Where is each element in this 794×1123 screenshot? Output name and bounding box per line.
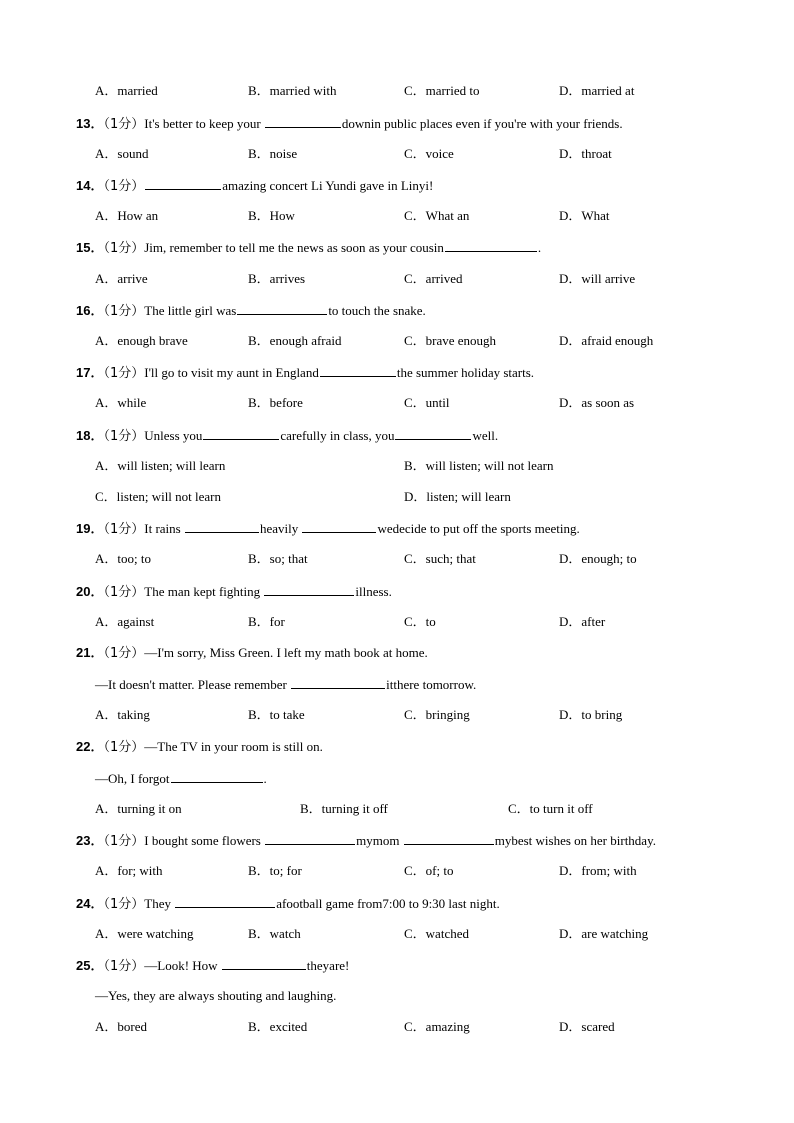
option-c: C．watched: [404, 926, 469, 941]
stem-text: I bought some flowers: [144, 833, 265, 848]
stem-text: —The TV in your room is still on.: [144, 739, 323, 754]
question-number: 17．: [76, 365, 104, 380]
option-b: B．married with: [248, 83, 337, 98]
score-label: （1分）: [103, 646, 145, 661]
question-number: 16．: [76, 303, 104, 318]
score-label: （1分）: [103, 585, 145, 600]
answer-blank: [291, 674, 385, 689]
option-c: C．such; that: [404, 551, 476, 566]
option-c: C．What an: [404, 208, 470, 223]
stem-text: The man kept fighting: [144, 584, 264, 599]
answer-blank: [320, 362, 396, 377]
option-a: A．enough brave: [95, 333, 188, 348]
option-c: C．brave enough: [404, 333, 497, 348]
question-stem: [76, 893, 500, 915]
option-a: A．taking: [95, 707, 150, 722]
answer-blank: [445, 237, 537, 252]
question-stem: [76, 643, 428, 664]
option-c: C．arrived: [404, 271, 463, 286]
stem-text: amazing concert Li Yundi gave in Linyi!: [222, 178, 434, 193]
dialogue-text: [95, 768, 267, 789]
question-stem: [76, 955, 349, 977]
option-a: A．were watching: [95, 926, 194, 941]
option-b: B．to; for: [248, 863, 302, 878]
option-c: C．married to: [404, 83, 480, 98]
question-number: 19．: [76, 521, 104, 536]
answer-blank: [175, 893, 275, 908]
option-d: D．are watching: [559, 926, 649, 941]
stem-text: Jim, remember to tell me the news as soon as your cousin: [144, 240, 444, 255]
option-a: A．married: [95, 83, 158, 98]
option-d: D．from; with: [559, 863, 637, 878]
option-b: B．How: [248, 208, 295, 223]
score-label: （1分）: [103, 429, 145, 444]
q25-options: [0, 1017, 794, 1037]
question-25: [0, 955, 794, 975]
stem-text: —Look! How: [144, 958, 221, 973]
question-number: 14．: [76, 178, 104, 193]
question-13: [0, 113, 794, 133]
question-14: [0, 175, 794, 195]
q18-options-row1: [0, 456, 794, 476]
option-b: B．watch: [248, 926, 301, 941]
option-b: B．for: [248, 614, 285, 629]
stem-text: I'll go to visit my aunt in England: [144, 365, 319, 380]
q20-options: [0, 612, 794, 632]
stem-text: the summer holiday starts.: [396, 365, 535, 380]
stem-text: It's better to keep your: [144, 116, 264, 131]
score-label: （1分）: [103, 740, 145, 755]
question-number: 21．: [76, 645, 104, 660]
q17-options: [0, 393, 794, 413]
stem-text: mybest wishes on her birthday.: [494, 833, 656, 848]
q22-options: [0, 799, 794, 819]
q18-options-row2: [0, 487, 794, 507]
stem-text: —It doesn't matter. Please remember: [95, 677, 291, 692]
option-c: C．amazing: [404, 1019, 470, 1034]
option-c: C．bringing: [404, 707, 470, 722]
option-a: A．for; with: [95, 863, 163, 878]
question-stem: [76, 175, 433, 197]
option-a: A．will listen; will learn: [95, 458, 226, 473]
answer-blank: [265, 830, 355, 845]
q22-dialogue-line: [0, 768, 794, 788]
dialogue-text: [95, 674, 476, 695]
stem-text: mymom: [356, 833, 403, 848]
q15-options: [0, 269, 794, 289]
stem-text: afootball game from7:00 to 9:30 last night.: [276, 896, 500, 911]
question-19: [0, 518, 794, 538]
question-17: [0, 362, 794, 382]
option-a: A．turning it on: [95, 801, 182, 816]
question-stem: [76, 737, 323, 758]
option-d: D．scared: [559, 1019, 615, 1034]
question-24: [0, 893, 794, 913]
option-c: C．listen; will not learn: [95, 489, 222, 504]
question-stem: [76, 113, 623, 135]
score-label: （1分）: [103, 366, 145, 381]
question-21: [0, 643, 794, 663]
answer-blank: [222, 955, 306, 970]
score-label: （1分）: [103, 897, 145, 912]
option-d: D．afraid enough: [559, 333, 654, 348]
option-b: B．excited: [248, 1019, 308, 1034]
score-label: （1分）: [103, 522, 145, 537]
score-label: （1分）: [103, 304, 145, 319]
option-a: A．How an: [95, 208, 159, 223]
question-stem: [76, 518, 580, 540]
question-stem: [76, 581, 392, 603]
question-number: 20．: [76, 584, 104, 599]
stem-text: itthere tomorrow.: [386, 677, 477, 692]
option-c: C．to: [404, 614, 436, 629]
answer-blank: [302, 518, 376, 533]
option-a: A．arrive: [95, 271, 148, 286]
question-16: [0, 300, 794, 320]
stem-text: to touch the snake.: [328, 303, 426, 318]
option-b: B．so; that: [248, 551, 308, 566]
score-label: （1分）: [103, 179, 145, 194]
score-label: （1分）: [103, 241, 145, 256]
stem-text: Unless you: [144, 428, 203, 443]
option-b: B．to take: [248, 707, 305, 722]
answer-blank: [145, 175, 221, 190]
option-a: A．bored: [95, 1019, 147, 1034]
question-number: 18．: [76, 428, 104, 443]
q13-options: [0, 144, 794, 164]
question-15: [0, 237, 794, 257]
option-a: A．against: [95, 614, 155, 629]
option-a: A．too; to: [95, 551, 151, 566]
q24-options: [0, 924, 794, 944]
question-stem: [76, 830, 656, 852]
stem-text: —I'm sorry, Miss Green. I left my math book at home.: [144, 645, 428, 660]
stem-text: downin public places even if you're with your friends.: [341, 116, 623, 131]
question-22: [0, 737, 794, 757]
option-d: D．listen; will learn: [404, 489, 511, 504]
stem-text: illness.: [355, 584, 392, 599]
option-b: B．arrives: [248, 271, 306, 286]
option-d: D．enough; to: [559, 551, 637, 566]
q16-options: [0, 331, 794, 351]
option-b: B．noise: [248, 146, 298, 161]
stem-text: It rains: [144, 521, 184, 536]
option-b: B．before: [248, 395, 303, 410]
question-stem: [76, 237, 541, 259]
answer-blank: [203, 425, 279, 440]
dialogue-text: —Yes, they are always shouting and laughing.: [95, 988, 337, 1003]
option-b: B．enough afraid: [248, 333, 342, 348]
question-18: [0, 425, 794, 445]
question-number: 15．: [76, 240, 104, 255]
q25-dialogue-line: [0, 986, 794, 1006]
stem-text: carefully in class, you: [280, 428, 395, 443]
question-20: [0, 581, 794, 601]
stem-text: .: [263, 771, 267, 786]
option-b: B．will listen; will not learn: [404, 458, 554, 473]
question-number: 13．: [76, 116, 104, 131]
question-stem: [76, 362, 534, 384]
question-stem: [76, 300, 426, 322]
answer-blank: [264, 581, 354, 596]
question-stem: [76, 425, 498, 447]
q21-options: [0, 705, 794, 725]
question-number: 22．: [76, 739, 104, 754]
option-d: D．What: [559, 208, 610, 223]
option-c: C．until: [404, 395, 450, 410]
option-d: D．after: [559, 614, 606, 629]
stem-text: well.: [472, 428, 499, 443]
q12-options: [0, 81, 794, 101]
option-d: D．as soon as: [559, 395, 635, 410]
answer-blank: [404, 830, 494, 845]
answer-blank: [171, 768, 263, 783]
answer-blank: [237, 300, 327, 315]
option-c: C．of; to: [404, 863, 454, 878]
option-a: A．sound: [95, 146, 149, 161]
option-d: D．will arrive: [559, 271, 636, 286]
score-label: （1分）: [103, 834, 145, 849]
option-b: B．turning it off: [300, 801, 388, 816]
stem-text: heavily: [259, 521, 302, 536]
answer-blank: [265, 113, 341, 128]
stem-text: They: [144, 896, 175, 911]
question-23: [0, 830, 794, 850]
q19-options: [0, 549, 794, 569]
option-d: D．married at: [559, 83, 635, 98]
stem-text: wedecide to put off the sports meeting.: [377, 521, 580, 536]
score-label: （1分）: [103, 117, 145, 132]
answer-blank: [395, 425, 471, 440]
question-number: 23．: [76, 833, 104, 848]
option-a: A．while: [95, 395, 147, 410]
score-label: （1分）: [103, 959, 145, 974]
stem-text: theyare!: [306, 958, 350, 973]
stem-text: —Oh, I forgot: [95, 771, 170, 786]
option-d: D．throat: [559, 146, 612, 161]
stem-text: The little girl was: [144, 303, 237, 318]
q14-options: [0, 206, 794, 226]
q23-options: [0, 861, 794, 881]
option-c: C．voice: [404, 146, 454, 161]
question-number: 24．: [76, 896, 104, 911]
question-number: 25．: [76, 958, 104, 973]
stem-text: .: [537, 240, 542, 255]
answer-blank: [185, 518, 259, 533]
option-c: C．to turn it off: [508, 801, 593, 816]
q21-dialogue-line: [0, 674, 794, 694]
option-d: D．to bring: [559, 707, 623, 722]
